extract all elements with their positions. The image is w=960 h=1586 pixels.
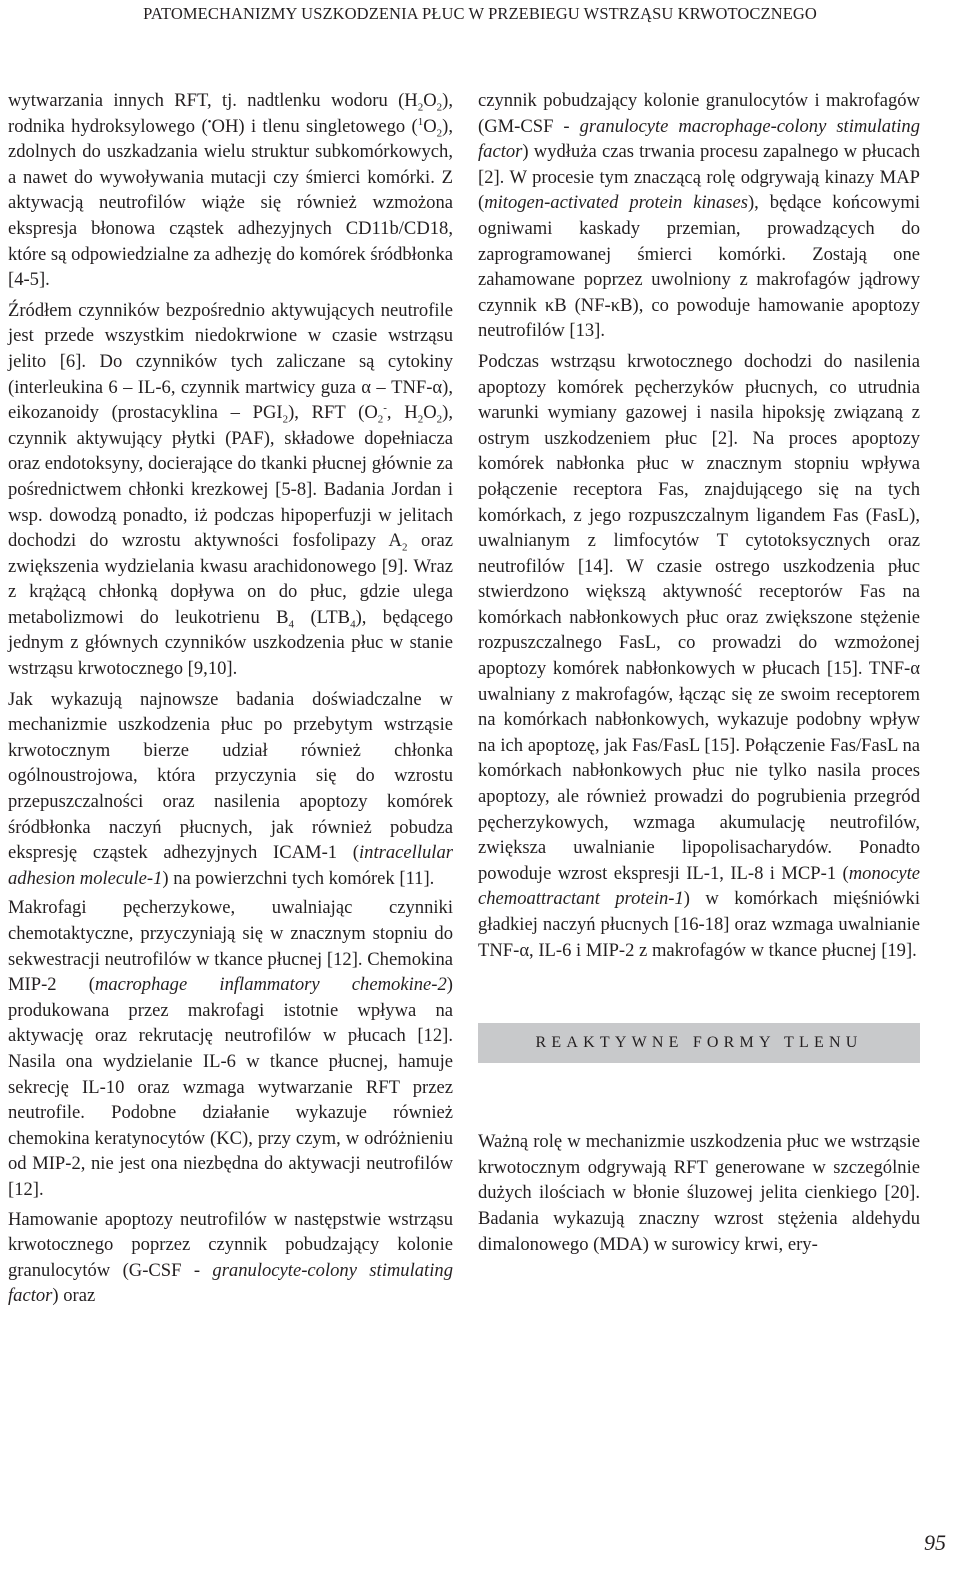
paragraph-rft-neutrophils: wytwarzania innych RFT, tj. nadtlenku wodoru $(H_2O_2)$, rodnika hydroksylowego (•OH) i tlenu singletowego $(^1O_2)$, zdolnych do uszkadzania wielu struktur subkomórkowych, a nawet do wywoływania mutacji czy śmierci komórki. Z aktywacją neutrofilów wiąże się również wzmożona ekspresja błonowa cząstek adhezyjnych CD11b/CD18, które są odpowiedzialne za adhezję do komórek śródbłonka [4-5]. — [8, 90, 453, 291]
section-heading: REAKTYWNE FORMY TLENU — [478, 1023, 920, 1063]
paragraph-alveolar-apoptosis: Podczas wstrząsu krwotocznego dochodzi do nasilenia apoptozy komórek pęcherzyków płucnych, co utrudnia warunki wymiany gazowej i nasila hipoksję związaną z ostrym uszkodzeniem płuc [2]. Na proces apoptozy komórek nabłonka płuc w znacznym stopniu wpływa połączenie receptora Fas, znajdującego się na tych komórkach, z jego rozpuszczalnym ligandem Fas (FasL), uwalnianym z limfocytów T cytotoksycznych oraz neutrofilów [14]. W czasie ostrego uszkodzenia płuc stwierdzono większą aktywność receptorów Fas na komórkach nabłonkowych płuc oraz zwiększone stężenie rozpuszczalnego FasL, co prowadzi do wzmożonej apoptozy komórek nabłonkowych w płucach [15]. TNF-α uwalniany z makrofagów, łącząc się ze swoim receptorem na komórkach nabłonkowych, wykazuje podobny wpływ na ich apoptozę, jak Fas/FasL [15]. Połączenie Fas/FasL na komórkach nabłonkowych płuc nie tylko nasila proces apoptozy, ale również prowadzi do pogrubienia przegród pęcherzykowych, wzmaga akumulację neutrofilów, zwiększa uwalnianie lipopolisacharydów. Ponadto powoduje wzrost ekspresji IL-1, IL-8 i MCP-1 (monocyte chemoattractant protein-1) w komórkach mięśniówki gładkiej naczyń płucnych [16-18] oraz wzmaga uwalnianie TNF-α, IL-6 i MIP-2 z makrofagów w tkance płucnej [19]. — [478, 350, 920, 961]
page-number: 95 — [924, 1530, 946, 1555]
right-column — [478, 88, 920, 1262]
paragraph-systemic-lymph: Jak wykazują najnowsze badania doświadczalne w mechanizmie uszkodzenia płuc po przebytym wstrząsie krwotocznym bierze udział również chłonka ogólnoustrojowa, która przyczynia się do wzrostu przepuszczalności oraz nasilenia apoptozy komórek śródbłonka naczyń płucnych, jak również pobudza ekspresję cząstek adhezyjnych ICAM-1 (intracellular adhesion molecule-1) na powierzchni tych komórek [11]. — [8, 688, 453, 889]
paragraph-apoptosis-inhibition: Hamowanie apoptozy neutrofilów w następstwie wstrząsu krwotocznego poprzez czynnik pobudzający kolonie granulocytów (G-CSF - granulocyte-colony stimulating factor) oraz — [8, 1208, 453, 1307]
left-column — [8, 88, 453, 1314]
paragraph-neutrophil-activators: Źródłem czynników bezpośrednio aktywujących neutrofile jest przede wszystkim niedokrwione w czasie wstrząsu jelito [6]. Do czynników tych zaliczane są cytokiny (interleukina 6 – IL-6, czynnik martwicy guza α – TNF-α), eikozanoidy (prostacyklina – $PGI_2$), RFT ($O_2^-$, $H_2O_2$), czynnik aktywujący płytki (PAF), składowe dopełniacza oraz endotoksyny, docierające do tkanki płucnej głównie za pośrednictwem chłonki krezkowej [5-8]. Badania Jordan i wsp. dowodzą ponadto, iż podczas hipoperfuzji w jelitach dochodzi do wzrostu aktywności fosfolipazy $A_2$ oraz zwiększenia wydzielania kwasu arachidonowego [9]. Wraz z krążącą chłonką dopływa on do płuc, gdzie ulega metabolizmowi do leukotrienu $B_4$ $(LTB_4)$, będącego jednym z głównych czynników uszkodzenia płuc w stanie wstrząsu krwotocznego [9,10]. — [8, 299, 453, 680]
running-header: PATOMECHANIZMY USZKODZENIA PŁUC W PRZEBIEGU WSTRZĄSU KRWOTOCZNEGO — [143, 4, 817, 23]
paragraph-alveolar-macrophages: Makrofagi pęcherzykowe, uwalniając czynniki chemotaktyczne, przyczyniają się w znacznym stopniu do sekwestracji neutrofilów w tkance płucnej [12]. Chemokina MIP-2 (macrophage inflammatory chemokine-2) produkowana przez makrofagi istotnie wpływa na aktywację oraz rekrutację neutrofilów w płucach [12]. Nasila ona wydzielanie IL-6 w tkance płucnej, hamuje sekrecję IL-10 oraz wzmaga wytwarzanie RFT przez neutrofile. Podobne działanie wykazuje również chemokina keratynocytów (KC), przy czym, w odróżnieniu od MIP-2, nie jest ona niezbędna do aktywacji neutrofilów [12]. — [8, 897, 453, 1200]
paragraph-rft-intro: Ważną rolę w mechanizmie uszkodzenia płuc we wstrząsie krwotocznym odgrywają RFT generowane w szczególnie dużych ilościach w błonie śluzowej jelita cienkiego [20]. Badania wykazują znaczny wzrost stężenia aldehydu dimalonowego (MDA) w surowicy krwi, ery- — [478, 1131, 920, 1255]
paragraph-gm-csf: czynnik pobudzający kolonie granulocytów i makrofagów (GM-CSF - granulocyte macrophage-colony stimulating factor) wydłuża czas trwania procesu zapalnego w płucach [2]. W procesie tym znaczącą rolę odgrywają kinazy MAP (mitogen-activated protein kinases), będące końcowymi ogniwami kaskady przemian, prowadzących do zaprogramowanej śmierci komórki. Zostają one zahamowane poprzez uwolniony z makrofagów jądrowy czynnik κB (NF-κB), co powoduje hamowanie apoptozy neutrofilów [13]. — [478, 90, 920, 342]
